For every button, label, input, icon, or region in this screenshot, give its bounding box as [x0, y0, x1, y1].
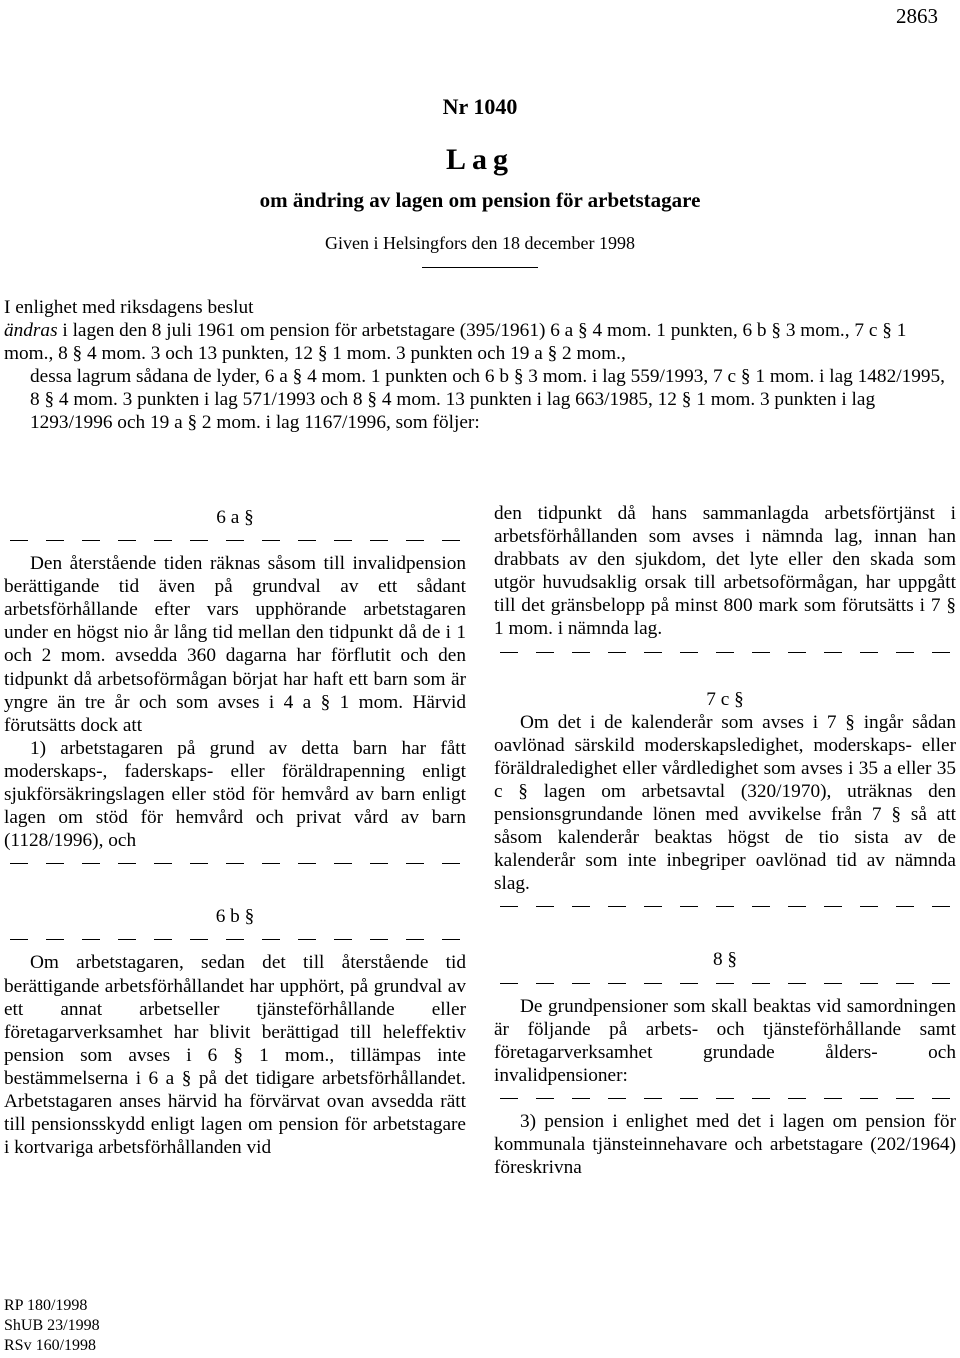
section-8-paragraph: De grundpensioner som skall beaktas vid samordningen är följande på arbets- och tjänsteförhållande samt företagarverksamhet grundade ålders- och invalidpensioner: — [494, 995, 956, 1086]
preamble-line: I enlighet med riksdagens beslut — [4, 297, 254, 318]
preamble — [4, 296, 956, 435]
left-column — [4, 502, 466, 1159]
section-8-item-3: 3) pension i enlighet med det i lagen om pension för kommunala tjänsteinnehavare och arbetstagare (202/1964) föreskrivna — [494, 1110, 956, 1179]
section-7c-heading: 7 c § — [706, 688, 744, 710]
amendment-clause — [4, 319, 956, 365]
reference-shub: ShUB 23/1998 — [4, 1317, 100, 1334]
title-rule — [422, 267, 538, 268]
reference-rp: RP 180/1998 — [4, 1297, 88, 1314]
section-6b-continuation: den tidpunkt då hans sammanlagda arbetsförtjänst i arbetsförhållanden som avses i nämnda lag, innan han drabbats av den sjukdom, det lyte eller den skada som utgör huvudsaklig orsak till arbetsoförmågan, har uppgått till det gränsbelopp på minst 800 mark som förutsätts i 7 § 1 mom. i nämnda lag. — [494, 503, 956, 640]
section-6a-paragraph: Den återstående tiden räknas såsom till invalidpension berättigande tid även på grundval av ett sådant arbetsförhållande efter vars upphörande arbetstagaren under en högst nio år lång tid mellan den tidpunkt då de i 1 och 2 mom. avsedda 360 dagarna har förflutit och den tidpunkt då arbetsoförmågan börjat har haft ett barn som är yngre än tre år och som avses i 4 a § 1 mom. Härvid förutsätts dock att — [4, 553, 466, 736]
omission-dashes — [494, 895, 956, 918]
reference-rsv: RSv 160/1998 — [4, 1337, 97, 1354]
section-8-heading: 8 § — [712, 949, 738, 971]
legislative-references — [4, 1296, 100, 1356]
omission-dashes — [494, 972, 956, 995]
omission-dashes — [4, 529, 466, 552]
given-date: Given i Helsingfors den 18 december 1998 — [325, 233, 635, 253]
omission-dashes — [4, 852, 466, 875]
act-number: Nr 1040 — [442, 94, 518, 119]
section-6a-heading: 6 a § — [216, 507, 254, 528]
document-type: Lag — [445, 143, 514, 176]
andras-word: ändras — [4, 320, 58, 342]
omission-dashes — [494, 1087, 956, 1110]
section-6b-heading: 6 b § — [215, 906, 255, 928]
omission-dashes — [4, 928, 466, 951]
amendment-text: i lagen den 8 juli 1961 om pension för arbetstagare (395/1961) 6 a § 4 mom. 1 punkten, 6 b § 3 mom., 7 c § 1 mom., 8 § 4 mom. 3 och 13 punkten, 12 § 1 mom. 3 punkten och 19 a § 2 mom., — [4, 320, 907, 365]
section-6b-paragraph: Om arbetstagaren, sedan det till återstående tid berättigande arbetsförhållandet har upphört, på grundval av ett annat arbetseller tjänsteförhållande eller företagarverksamhet har blivit berättigad till heleffektiv pension som avses i 6 § 1 mom., tillämpas inte bestämmelserna i 6 a § på det tidigare arbetsförhållandet. Arbetstagaren anses härvid ha förvärvat ovan avsedda rätt till pensionsskydd enligt lagen om pension för arbetstagare i kortvariga arbetsförhållanden vid — [4, 952, 466, 1159]
omission-dashes — [494, 641, 956, 664]
document-title: om ändring av lagen om pension för arbetstagare — [259, 188, 701, 212]
page-number: 2863 — [896, 4, 938, 28]
section-6a-item-1: 1) arbetstagaren på grund av detta barn har fått moderskaps-, faderskaps- eller föräldrapenning enligt sjukförsäkringslagen eller stöd för hemvård av barn enligt lagen om stöd för hemvård och privat vård av barn (1128/1996), och — [4, 737, 466, 852]
section-7c-paragraph: Om det i de kalenderår som avses i 7 § ingår sådan oavlönad särskild moderskapsledighet, moderskaps- eller föräldraledighet eller vårdledighet som avses i 35 a eller 35 c § lagen om arbetsavtal (320/1970), uträknas den pensionsgrundande lönen med avvikelse från 7 § så att såsom kalenderår beaktas högst de tio sista av de kalenderår som inte inbegriper oavlönad tid av nämnda slag. — [494, 711, 956, 895]
dessa-clause: dessa lagrum sådana de lyder, 6 a § 4 mom. 1 punkten och 6 b § 3 mom. i lag 559/1993, 7 c § 1 mom. i lag 1482/1995, 8 § 4 mom. 3 punkten i lag 571/1993 och 8 § 4 mom. 13 punkten i lag 663/1985, 12 § 1 mom. 3 punkten i lag 1293/1996 och 19 a § 2 mom. i lag 1167/1996, som följer: — [30, 366, 945, 434]
right-column — [494, 502, 956, 1179]
